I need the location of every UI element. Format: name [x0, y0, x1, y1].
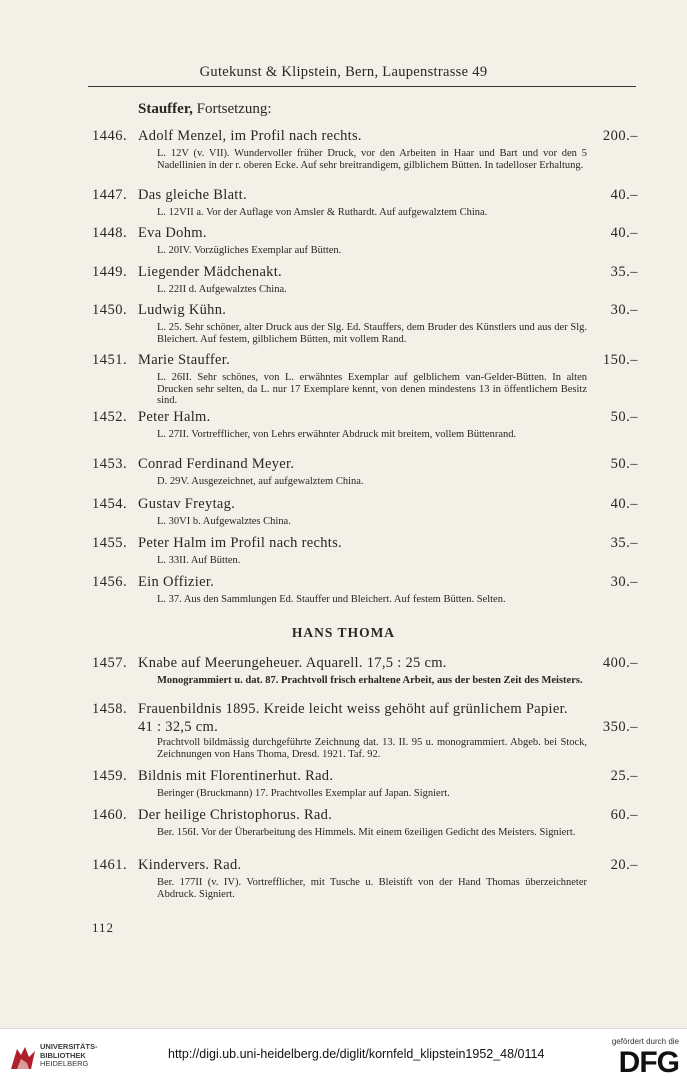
- university-library-name: UNIVERSITÄTS- BIBLIOTHEK HEIDELBERG: [40, 1042, 98, 1068]
- lot-number: 1461.: [92, 857, 128, 873]
- lot-description: L. 25. Sehr schöner, alter Druck aus der Slg. Ed. Stauffers, dem Bruder des Künstlers und aus der Slg. Bleichert. Auf festem, gilblichem Bütten, mit vollem Rand.: [157, 322, 587, 345]
- lot-price: 50.–: [610, 456, 638, 472]
- funding-caption: gefördert durch die: [611, 1037, 679, 1046]
- lot-description: D. 29V. Ausgezeichnet, auf aufgewalztem China.: [157, 476, 364, 487]
- lot-title: Eva Dohm.: [138, 225, 207, 241]
- lot-price: 40.–: [610, 225, 638, 241]
- lot-title: Peter Halm im Profil nach rechts.: [138, 535, 342, 551]
- lot-price: 50.–: [610, 409, 638, 425]
- lot-title-continued: 41 : 32,5 cm.: [138, 719, 219, 735]
- page-number: 112: [92, 920, 115, 935]
- lot-title: Das gleiche Blatt.: [138, 187, 247, 203]
- lot-title: Peter Halm.: [138, 409, 211, 425]
- university-lion-logo-icon: [7, 1041, 39, 1073]
- lot-price: 40.–: [610, 496, 638, 512]
- lot-price: 40.–: [610, 187, 638, 203]
- lot-number: 1448.: [92, 225, 128, 241]
- lot-number: 1457.: [92, 655, 128, 671]
- lot-price: 150.–: [602, 352, 638, 368]
- lot-number: 1452.: [92, 409, 128, 425]
- lot-number: 1454.: [92, 496, 128, 512]
- lot-price: 30.–: [610, 574, 638, 590]
- lot-price: 35.–: [610, 535, 638, 551]
- lot-description: L. 12VII a. Vor der Auflage von Amsler & Ruthardt. Auf aufgewalztem China.: [157, 207, 488, 218]
- lot-number: 1455.: [92, 535, 128, 551]
- lot-title: Frauenbildnis 1895. Kreide leicht weiss gehöht auf grünlichem Papier.: [138, 701, 568, 717]
- lot-number: 1451.: [92, 352, 128, 368]
- lot-title: Liegender Mädchenakt.: [138, 264, 282, 280]
- lot-title: Bildnis mit Florentinerhut. Rad.: [138, 768, 334, 784]
- lot-price: 400.–: [602, 655, 638, 671]
- lot-description: L. 22II d. Aufgewalztes China.: [157, 284, 287, 295]
- lot-number: 1449.: [92, 264, 128, 280]
- section-heading: [138, 101, 272, 118]
- running-head: Gutekunst & Klipstein, Bern, Laupenstrasse 49: [199, 64, 488, 80]
- lot-price: 60.–: [610, 807, 638, 823]
- lot-number: 1459.: [92, 768, 128, 784]
- lot-number: 1453.: [92, 456, 128, 472]
- lot-price: 20.–: [610, 857, 638, 873]
- lot-description: L. 20IV. Vorzügliches Exemplar auf Bütten.: [157, 245, 342, 256]
- lot-title: Gustav Freytag.: [138, 496, 236, 512]
- lot-number: 1447.: [92, 187, 128, 203]
- lot-title: Ludwig Kühn.: [138, 302, 227, 318]
- digitization-footer: [0, 1028, 687, 1082]
- lot-title: Conrad Ferdinand Meyer.: [138, 456, 295, 472]
- artist-heading: HANS THOMA: [291, 625, 396, 640]
- lot-description: L. 12V (v. VII). Wundervoller früher Druck, vor den Arbeiten in Haar und Bart und vor den 5 Nadellinien in der r. oberen Ecke. Auf sehr breitrandigem, gilblichem Bütten. In tadelloser Erhaltung.: [157, 148, 587, 171]
- permalink-url[interactable]: http://digi.ub.uni-heidelberg.de/diglit/kornfeld_klipstein1952_48/0114: [168, 1047, 545, 1061]
- dfg-logo: DFG: [618, 1046, 679, 1079]
- lot-description: L. 33II. Auf Bütten.: [157, 555, 241, 566]
- lot-number: 1456.: [92, 574, 128, 590]
- lot-description: Beringer (Bruckmann) 17. Prachtvolles Exemplar auf Japan. Signiert.: [157, 788, 450, 799]
- lot-title: Ein Offizier.: [138, 574, 215, 590]
- lot-title: Adolf Menzel, im Profil nach rechts.: [138, 128, 362, 144]
- lot-title: Knabe auf Meerungeheuer. Aquarell. 17,5 : 25 cm.: [138, 655, 447, 671]
- lot-price: 200.–: [602, 128, 638, 144]
- lot-number: 1450.: [92, 302, 128, 318]
- lot-price: 35.–: [610, 264, 638, 280]
- lot-description: L. 30VI b. Aufgewalztes China.: [157, 516, 291, 527]
- lot-description: L. 26II. Sehr schönes, von L. erwähntes Exemplar auf gelblichem van-Gelder-Bütten. In alten Drucken sehr selten, da L. nur 17 Exemplare kennt, von denen mindestens 13 in öffentlichem Besitz sind.: [157, 372, 587, 406]
- lot-description: Prachtvoll bildmässig durchgeführte Zeichnung dat. 13. II. 95 u. monogrammiert. Abgeb. bei Stock, Zeichnungen von Hans Thoma, Dresd. 1921. Taf. 92.: [157, 737, 587, 760]
- lot-description: L. 37. Aus den Sammlungen Ed. Stauffer und Bleichert. Auf festem Bütten. Selten.: [157, 594, 506, 605]
- lot-description: L. 27II. Vortrefflicher, von Lehrs erwähnter Abdruck mit breitem, vollem Büttenrand.: [157, 429, 517, 440]
- lot-description: Ber. 177II (v. IV). Vortrefflicher, mit Tusche u. Bleistift von der Hand Thomas überzeichneter Abdruck. Signiert.: [157, 877, 587, 900]
- lot-description: Monogrammiert u. dat. 87. Prachtvoll frisch erhaltene Arbeit, aus der besten Zeit des Meisters.: [157, 675, 583, 686]
- lot-number: 1460.: [92, 807, 128, 823]
- section-artist: Stauffer,: [138, 101, 193, 117]
- lot-price: 25.–: [610, 768, 638, 784]
- lot-price: 350.–: [602, 719, 638, 735]
- lot-title: Kindervers. Rad.: [138, 857, 242, 873]
- header-rule: [88, 86, 636, 87]
- lot-title: Marie Stauffer.: [138, 352, 231, 368]
- lot-number: 1446.: [92, 128, 128, 144]
- section-continued: Fortsetzung:: [196, 101, 272, 117]
- lot-description: Ber. 156I. Vor der Überarbeitung des Himmels. Mit einem 6zeiligen Gedicht des Meisters. Signiert.: [157, 827, 576, 838]
- lot-number: 1458.: [92, 701, 128, 717]
- lot-title: Der heilige Christophorus. Rad.: [138, 807, 333, 823]
- lot-price: 30.–: [610, 302, 638, 318]
